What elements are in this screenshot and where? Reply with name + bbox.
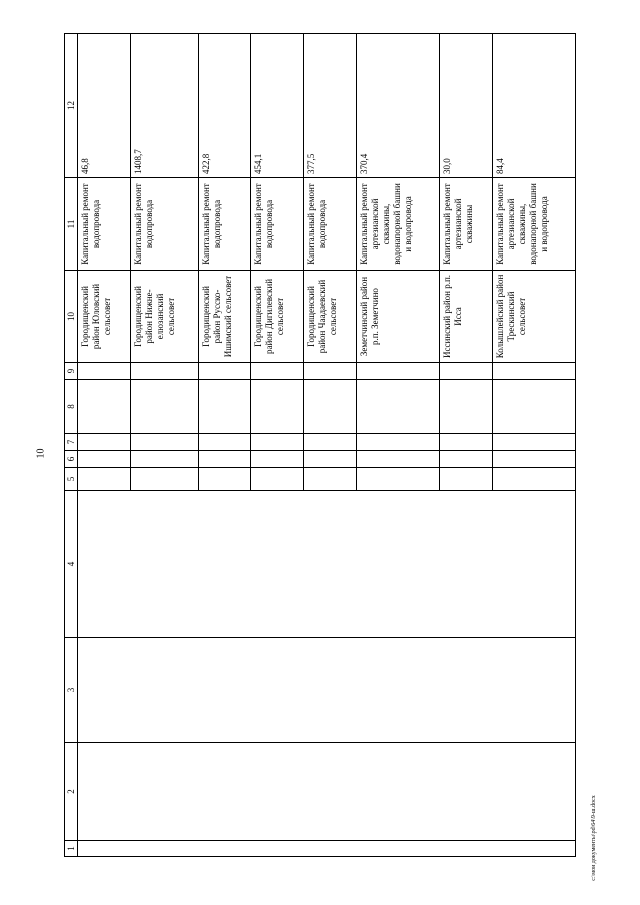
empty-cell [251, 363, 304, 380]
district-cell: Городищенский район Русско-Ишимский сельсовет [198, 271, 251, 363]
district-cell: Иссинский район р.п. Исса [440, 271, 493, 363]
district-cell: Земетчинский район р.п. Земетчино [356, 271, 439, 363]
work-cell: Капитальный ремонт водопровода [130, 178, 198, 271]
work-cell: Капитальный ремонт водопровода [304, 178, 357, 271]
amount-cell: 46,8 [78, 34, 131, 178]
table-frame [64, 34, 576, 857]
col-header: 12 [65, 34, 78, 178]
work-cell: Капитальный ремонт артезианской скважины, водонапорной башни и водопровода [356, 178, 439, 271]
district-cell: Городищенский район Юловский сельсовет [78, 271, 131, 363]
empty-cell [356, 380, 439, 434]
col-header: 11 [65, 178, 78, 271]
empty-cell [78, 363, 131, 380]
empty-cell [304, 434, 357, 451]
work-cell: Капитальный ремонт водопровода [78, 178, 131, 271]
col-header: 3 [65, 638, 78, 743]
empty-cell [130, 363, 198, 380]
empty-cell [198, 434, 251, 451]
col-header: 9 [65, 363, 78, 380]
col-header: 8 [65, 380, 78, 434]
empty-cell [492, 434, 575, 451]
empty-cell [440, 451, 493, 468]
empty-cell [251, 451, 304, 468]
work-cell: Капитальный ремонт водопровода [251, 178, 304, 271]
empty-cell [440, 380, 493, 434]
district-cell: Колышлейский район Трескинский сельсовет [492, 271, 575, 363]
empty-cell [130, 468, 198, 491]
col-header: 4 [65, 491, 78, 638]
header-row [65, 34, 78, 857]
col-header: 2 [65, 743, 78, 841]
empty-cell [198, 363, 251, 380]
empty-cell [492, 363, 575, 380]
empty-cell [78, 491, 576, 638]
col-header: 1 [65, 841, 78, 857]
empty-cell [198, 468, 251, 491]
amount-cell: 30,0 [440, 34, 493, 178]
empty-cell [130, 434, 198, 451]
empty-cell [198, 380, 251, 434]
empty-cell [492, 451, 575, 468]
empty-cell [130, 451, 198, 468]
empty-cell [356, 363, 439, 380]
data-table [64, 33, 576, 857]
district-cell: Городищенский район Нижне-елюзанский сельсовет [130, 271, 198, 363]
work-cell: Капитальный ремонт водопровода [198, 178, 251, 271]
empty-cell [440, 363, 493, 380]
amount-cell: 1408,7 [130, 34, 198, 178]
empty-cell [251, 468, 304, 491]
amount-cell: 370,4 [356, 34, 439, 178]
amount-cell: 377,5 [304, 34, 357, 178]
empty-cell [251, 380, 304, 434]
empty-cell [78, 451, 131, 468]
col-header: 5 [65, 468, 78, 491]
empty-cell [78, 841, 576, 857]
col-header: 6 [65, 451, 78, 468]
empty-cell [78, 638, 576, 743]
empty-cell [304, 363, 357, 380]
work-cell: Капитальный ремонт артезианской скважины [440, 178, 493, 271]
empty-cell [304, 451, 357, 468]
table-row [78, 34, 131, 857]
empty-cell [78, 434, 131, 451]
empty-cell [78, 743, 576, 841]
amount-cell: 422,8 [198, 34, 251, 178]
district-cell: Городищенский район Чаадаевский сельсовет [304, 271, 357, 363]
page-number: 10 [35, 448, 47, 459]
empty-cell [440, 468, 493, 491]
empty-cell [251, 434, 304, 451]
district-cell: Городищенский район Дигилевский сельсовет [251, 271, 304, 363]
empty-cell [356, 468, 439, 491]
empty-cell [356, 451, 439, 468]
empty-cell [130, 380, 198, 434]
empty-cell [78, 468, 131, 491]
empty-cell [78, 380, 131, 434]
empty-cell [440, 434, 493, 451]
empty-cell [492, 468, 575, 491]
work-cell: Капитальный ремонт артезианской скважины, водонапорной башни и водопровода [492, 178, 575, 271]
amount-cell: 454,1 [251, 34, 304, 178]
empty-cell [198, 451, 251, 468]
empty-cell [304, 380, 357, 434]
amount-cell: 84,4 [492, 34, 575, 178]
empty-cell [492, 380, 575, 434]
empty-cell [356, 434, 439, 451]
col-header: 10 [65, 271, 78, 363]
table-rotated [64, 34, 576, 857]
empty-cell [304, 468, 357, 491]
footer-file-path: c:\мои документы\pd\64\9-ш.docx [591, 795, 597, 881]
col-header: 7 [65, 434, 78, 451]
